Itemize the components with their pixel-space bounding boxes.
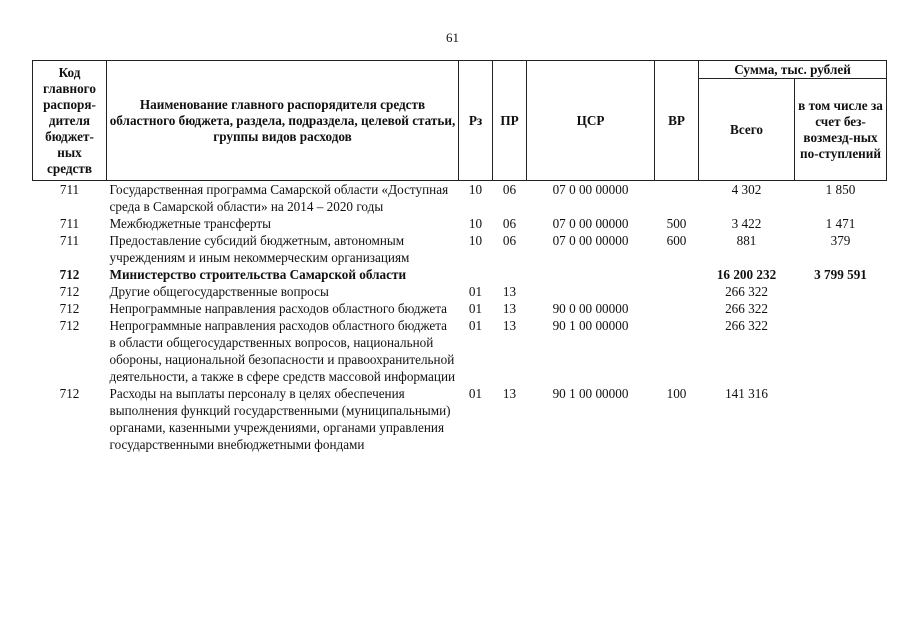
header-vr: ВР bbox=[655, 61, 699, 181]
row-grant-part bbox=[795, 300, 887, 317]
row-pr: 06 bbox=[502, 233, 517, 248]
row-code: 712 bbox=[59, 318, 80, 333]
row-csr: 90 1 00 00000 bbox=[552, 386, 629, 401]
row-total: 3 422 bbox=[731, 216, 762, 231]
row-pr: 06 bbox=[502, 216, 517, 231]
row-grant-part bbox=[795, 385, 887, 453]
row-grant-part: 1 471 bbox=[825, 216, 856, 231]
row-total: 16 200 232 bbox=[716, 267, 777, 282]
row-rz: 01 bbox=[468, 318, 483, 333]
page-number: 61 bbox=[446, 30, 459, 45]
row-csr bbox=[527, 283, 655, 300]
row-rz: 01 bbox=[468, 284, 483, 299]
row-grant-part: 379 bbox=[830, 233, 851, 248]
row-grant-part bbox=[795, 283, 887, 300]
header-total: Всего bbox=[699, 79, 795, 181]
row-vr bbox=[655, 283, 699, 300]
header-grant: в том числе за счет без-возмезд-ных по-ступлений bbox=[795, 79, 887, 181]
row-rz: 01 bbox=[468, 301, 483, 316]
row-vr bbox=[655, 266, 699, 283]
row-pr: 13 bbox=[502, 284, 517, 299]
row-rz: 10 bbox=[468, 182, 483, 197]
header-csr: ЦСР bbox=[527, 61, 655, 181]
row-total: 4 302 bbox=[731, 182, 762, 197]
row-code: 711 bbox=[59, 182, 80, 197]
row-name: Непрограммные направления расходов областного бюджета bbox=[109, 301, 448, 316]
row-rz bbox=[459, 266, 493, 283]
row-name: Министерство строительства Самарской области bbox=[109, 267, 407, 282]
row-total: 141 316 bbox=[725, 386, 768, 401]
header-rz: Рз bbox=[459, 61, 493, 181]
row-pr: 13 bbox=[502, 386, 517, 401]
row-pr: 13 bbox=[502, 301, 517, 316]
row-code: 712 bbox=[59, 386, 80, 401]
row-name: Непрограммные направления расходов областного бюджета в области общегосударственных вопросов, национальной обороны, национальной безопасности и правоохранительной деятельности, а также в сфере средств массовой информации bbox=[109, 318, 456, 384]
row-pr: 13 bbox=[502, 318, 517, 333]
row-vr: 100 bbox=[666, 386, 687, 401]
row-pr bbox=[493, 266, 527, 283]
header-pr: ПР bbox=[493, 61, 527, 181]
row-vr bbox=[655, 317, 699, 385]
row-grant-part bbox=[795, 317, 887, 385]
table-body bbox=[33, 181, 887, 454]
row-rz: 10 bbox=[468, 233, 483, 248]
table-row bbox=[33, 283, 887, 300]
row-grant-part: 3 799 591 bbox=[814, 267, 867, 282]
row-vr bbox=[655, 300, 699, 317]
budget-table bbox=[32, 60, 887, 453]
row-name: Расходы на выплаты персоналу в целях обеспечения выполнения функций государственными (муниципальными) органами, казенными учреждениями, органами управления государственными внебюджетными фондами bbox=[109, 386, 451, 452]
row-csr: 07 0 00 00000 bbox=[552, 182, 629, 197]
row-code: 712 bbox=[59, 301, 80, 316]
table-row bbox=[33, 266, 887, 283]
row-csr bbox=[527, 266, 655, 283]
row-total: 881 bbox=[736, 233, 757, 248]
table-row bbox=[33, 317, 887, 385]
row-vr: 500 bbox=[666, 216, 687, 231]
row-csr: 90 1 00 00000 bbox=[552, 318, 629, 333]
row-name: Другие общегосударственные вопросы bbox=[109, 284, 329, 299]
table-row bbox=[33, 215, 887, 232]
header-name: Наименование главного распорядителя средств областного бюджета, раздела, подраздела, целевой статьи, группы видов расходов bbox=[107, 61, 459, 181]
header-sum: Сумма, тыс. рублей bbox=[699, 61, 887, 79]
header-code: Код главного распоря-дителя бюджет-ных средств bbox=[33, 61, 107, 181]
row-vr bbox=[655, 181, 699, 216]
row-code: 711 bbox=[59, 233, 80, 248]
row-csr: 07 0 00 00000 bbox=[552, 216, 629, 231]
row-code: 712 bbox=[59, 284, 80, 299]
row-grant-part: 1 850 bbox=[825, 182, 856, 197]
row-rz: 10 bbox=[468, 216, 483, 231]
table-row bbox=[33, 181, 887, 216]
row-pr: 06 bbox=[502, 182, 517, 197]
table-row bbox=[33, 385, 887, 453]
row-total: 266 322 bbox=[725, 301, 768, 316]
table-row bbox=[33, 300, 887, 317]
row-name: Государственная программа Самарской области «Доступная среда в Самарской области» на 2014 – 2020 годы bbox=[109, 182, 449, 214]
row-csr: 90 0 00 00000 bbox=[552, 301, 629, 316]
row-csr: 07 0 00 00000 bbox=[552, 233, 629, 248]
row-total: 266 322 bbox=[725, 318, 768, 333]
row-rz: 01 bbox=[468, 386, 483, 401]
row-total: 266 322 bbox=[725, 284, 768, 299]
row-name: Предоставление субсидий бюджетным, автономным учреждениям и иным некоммерческим организациям bbox=[109, 233, 410, 265]
row-name: Межбюджетные трансферты bbox=[109, 216, 271, 231]
row-code: 712 bbox=[59, 267, 80, 282]
row-vr: 600 bbox=[666, 233, 687, 248]
row-code: 711 bbox=[59, 216, 80, 231]
table-row bbox=[33, 232, 887, 266]
